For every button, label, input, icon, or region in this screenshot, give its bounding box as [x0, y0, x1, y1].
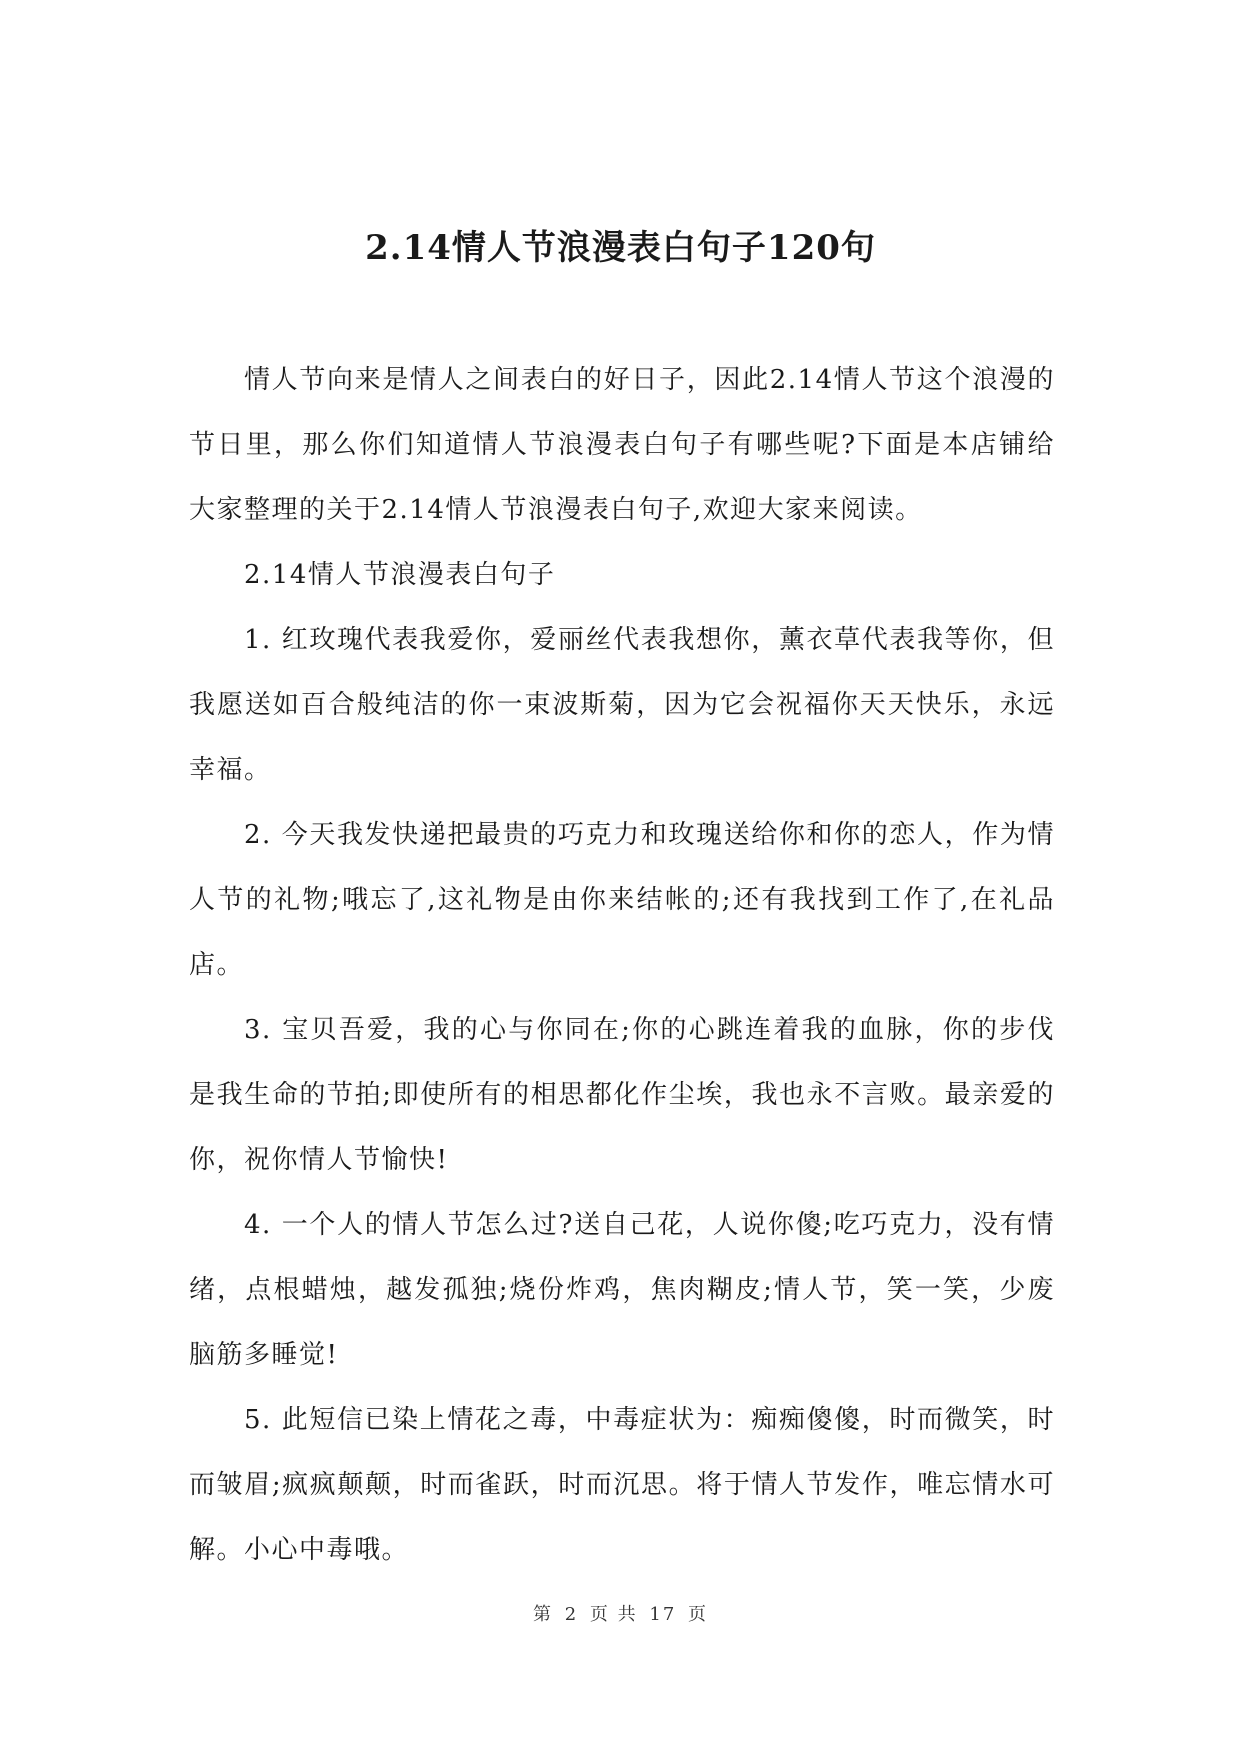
- intro-paragraph: 情人节向来是情人之间表白的好日子，因此2.14情人节这个浪漫的节日里，那么你们知道情人节浪漫表白句子有哪些呢?下面是本店铺给大家整理的关于2.14情人节浪漫表白句子,欢迎大家来阅读。: [189, 365, 1055, 525]
- list-item: 2. 今天我发快递把最贵的巧克力和玫瑰送给你和你的恋人，作为情人节的礼物;哦忘了,这礼物是由你来结帐的;还有我找到工作了,在礼品店。: [189, 820, 1055, 980]
- page-footer: [0, 1600, 1241, 1626]
- current-page-number: 2: [564, 1604, 579, 1625]
- list-item: 1. 红玫瑰代表我爱你，爱丽丝代表我想你，薰衣草代表我等你，但我愿送如百合般纯洁的你一束波斯菊，因为它会祝福你天天快乐，永远幸福。: [189, 625, 1055, 785]
- list-item: 3. 宝贝吾爱，我的心与你同在;你的心跳连着我的血脉，你的步伐是我生命的节拍;即使所有的相思都化作尘埃，我也永不言败。最亲爱的你，祝你情人节愉快!: [189, 1015, 1055, 1175]
- list-item: 4. 一个人的情人节怎么过?送自己花，人说你傻;吃巧克力，没有情绪，点根蜡烛，越发孤独;烧份炸鸡，焦肉糊皮;情人节，笑一笑，少废脑筋多睡觉!: [189, 1210, 1055, 1370]
- document-title: 2.14情人节浪漫表白句子120句: [365, 228, 876, 268]
- section-heading: 2.14情人节浪漫表白句子: [244, 560, 556, 590]
- document-body: [189, 348, 1055, 1583]
- list-item: 5. 此短信已染上情花之毒，中毒症状为：痴痴傻傻，时而微笑，时而皱眉;疯疯颠颠，时而雀跃，时而沉思。将于情人节发作，唯忘情水可解。小心中毒哦。: [189, 1405, 1055, 1565]
- footer-suffix: 页: [688, 1604, 709, 1625]
- footer-prefix: 第: [532, 1604, 553, 1625]
- footer-middle: 页 共: [589, 1604, 638, 1625]
- total-page-count: 17: [649, 1604, 677, 1625]
